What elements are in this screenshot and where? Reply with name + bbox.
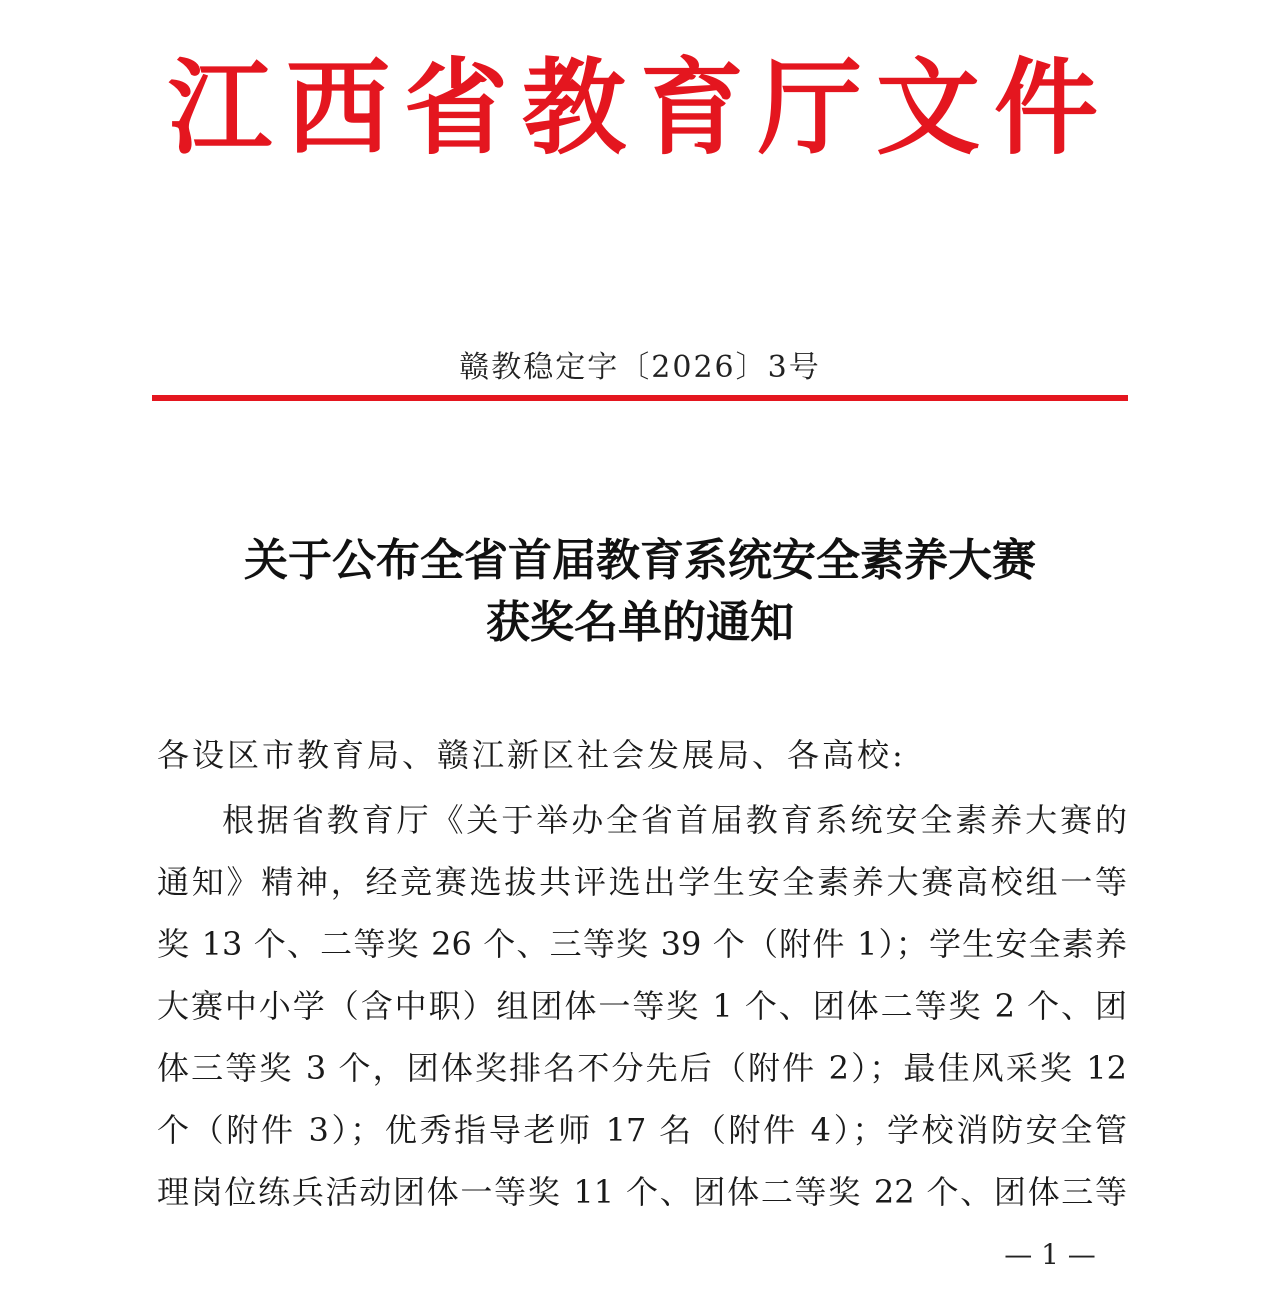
body-line-7: 理岗位练兵活动团体一等奖 11 个、团体二等奖 22 个、团体三等 <box>157 1173 1127 1211</box>
body-line-3: 奖 13 个、二等奖 26 个、三等奖 39 个（附件 1）；学生安全素养 <box>157 925 1127 963</box>
notice-title-line-1: 关于公布全省首届教育系统安全素养大赛 <box>244 535 1036 586</box>
body-line-1: 根据省教育厅《关于举办全省首届教育系统安全素养大赛的 <box>222 801 1127 839</box>
body-line-5: 体三等奖 3 个，团体奖排名不分先后（附件 2）；最佳风采奖 12 <box>157 1049 1127 1087</box>
notice-title-line-2: 获奖名单的通知 <box>486 597 794 648</box>
body-line-4: 大赛中小学（含中职）组团体一等奖 1 个、团体二等奖 2 个、团 <box>157 987 1127 1025</box>
document-number: 赣教稳定字〔2026〕3号 <box>459 350 821 385</box>
page-number: — 1 — <box>1004 1238 1096 1271</box>
red-divider-line <box>152 395 1128 401</box>
salutation: 各设区市教育局、赣江新区社会发展局、各高校: <box>157 736 906 774</box>
body-line-2: 通知》精神，经竞赛选拔共评选出学生安全素养大赛高校组一等 <box>157 863 1127 901</box>
notice-title <box>150 530 1130 654</box>
body-line-6: 个（附件 3）；优秀指导老师 17 名（附件 4）；学校消防安全管 <box>157 1111 1127 1149</box>
masthead-title: 江西省教育厅文件 <box>167 46 1112 169</box>
